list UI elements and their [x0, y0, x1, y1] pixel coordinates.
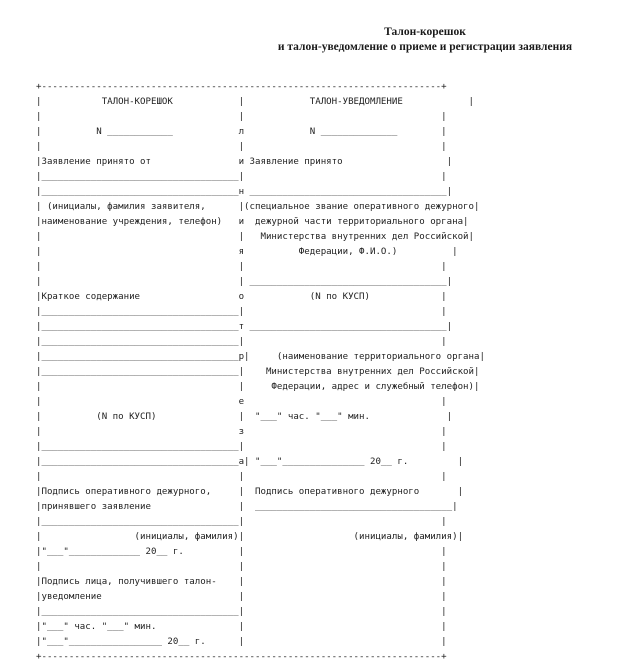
form-line: |"___"_____________ 20__ г. | |: [36, 547, 447, 557]
form-line: | (N по КУСП) | "___" час. "___" мин. |: [36, 412, 453, 422]
form-line: |____________________________________р| (наименование территориального органа|: [36, 352, 485, 362]
form-line: |____________________________________| |: [36, 517, 447, 527]
form-line: |____________________________________| |: [36, 307, 447, 317]
form-line: | з |: [36, 427, 447, 437]
form-line: |наименование учреждения, телефон) и дежурной части территориального органа|: [36, 217, 469, 227]
form-line: |____________________________________т ____________________________________|: [36, 322, 453, 332]
form-line: |Краткое содержание о (N по КУСП) |: [36, 292, 447, 302]
form-line: | я Федерации, Ф.И.О.) |: [36, 247, 458, 257]
form-line: |Подпись лица, получившего талон- | |: [36, 577, 447, 587]
form-line: +-------------------------------------------------------------------------+: [36, 652, 447, 662]
form-line: |____________________________________| Министерства внутренних дел Российской|: [36, 367, 480, 377]
form-line: |____________________________________| |: [36, 442, 447, 452]
form-line: +-------------------------------------------------------------------------+: [36, 82, 447, 92]
form-line: | | |: [36, 472, 447, 482]
form-line: |Заявление принято от и Заявление принято |: [36, 157, 453, 167]
form-line: |____________________________________а| "___"_______________ 20__ г. |: [36, 457, 464, 467]
form-line: | | |: [36, 262, 447, 272]
form-line: | | |: [36, 112, 447, 122]
form-line: |____________________________________| |: [36, 172, 447, 182]
form-line: |принявшего заявление | ____________________________________|: [36, 502, 458, 512]
form-line: |____________________________________| |: [36, 607, 447, 617]
form-line: | | Федерации, адрес и служебный телефон)|: [36, 382, 480, 392]
document-title-line-1: Талон-корешок: [384, 26, 466, 38]
form-line: |____________________________________| |: [36, 337, 447, 347]
form-line: |"___" час. "___" мин. | |: [36, 622, 447, 632]
form-line: | ТАЛОН-КОРЕШОК | ТАЛОН-УВЕДОМЛЕНИЕ |: [36, 97, 474, 107]
form-line: | | |: [36, 142, 447, 152]
form-line: | N ____________ л N ______________ |: [36, 127, 447, 137]
form-line: | (инициалы, фамилия заявителя, |(специальное звание оперативного дежурного|: [36, 202, 480, 212]
coupon-form: [36, 80, 485, 665]
form-line: | | |: [36, 562, 447, 572]
form-line: |____________________________________н ____________________________________|: [36, 187, 453, 197]
form-line: | е |: [36, 397, 447, 407]
form-line: | | ____________________________________|: [36, 277, 453, 287]
form-line: | (инициалы, фамилия)| (инициалы, фамилия)|: [36, 532, 464, 542]
document-title-line-2: и талон-уведомление о приеме и регистрации заявления: [277, 41, 573, 53]
form-line: | | Министерства внутренних дел Российской|: [36, 232, 474, 242]
form-line: |Подпись оперативного дежурного, | Подпись оперативного дежурного |: [36, 487, 464, 497]
form-line: |уведомление | |: [36, 592, 447, 602]
form-line: |"___"_________________ 20__ г. | |: [36, 637, 447, 647]
